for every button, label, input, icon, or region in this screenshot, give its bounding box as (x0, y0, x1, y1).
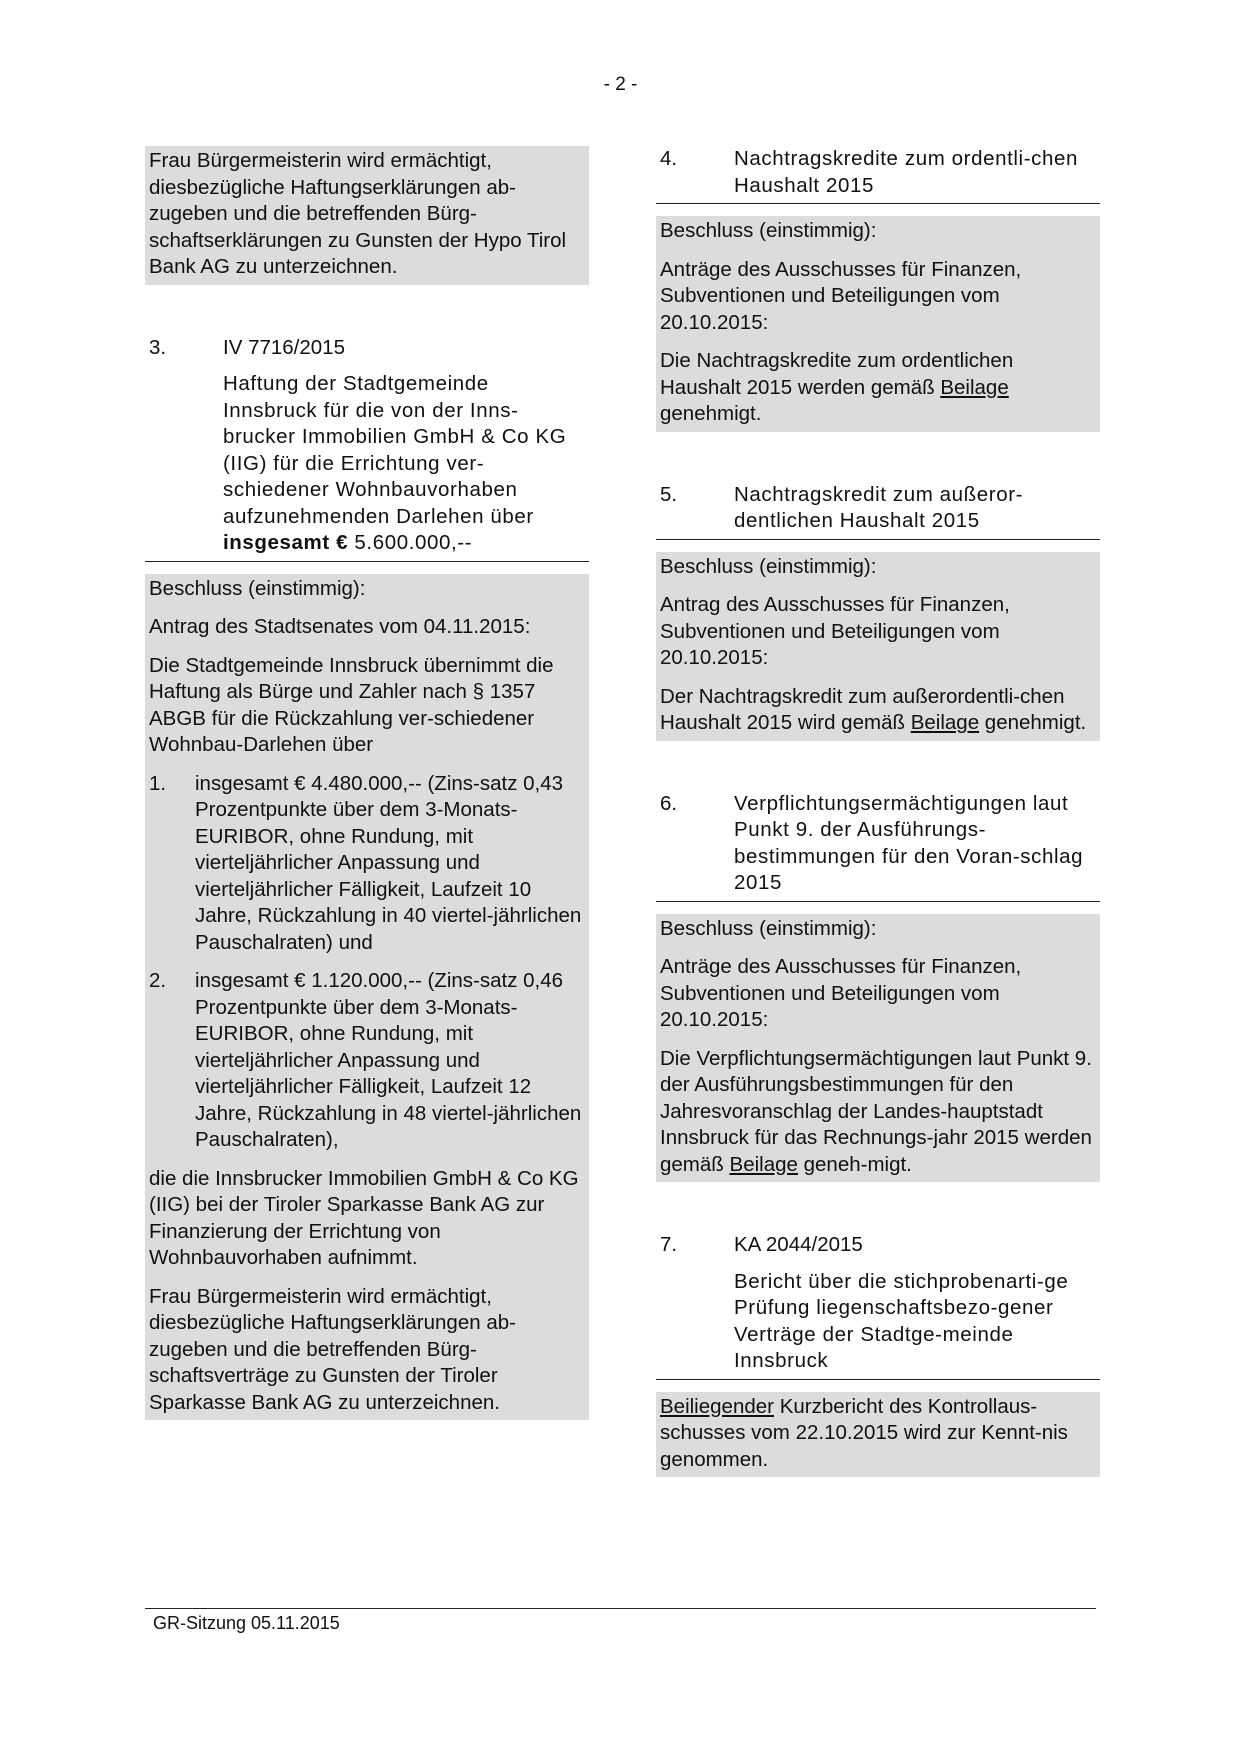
beilage-link[interactable]: Beilage (910, 711, 980, 734)
item-5-heading: 5. Nachtragskredit zum außeror-dentlichen Haushalt 2015 (656, 482, 1100, 540)
footer-text: GR-Sitzung 05.11.2015 (153, 1613, 340, 1633)
item-4-heading: 4. Nachtragskredite zum ordentli-chen Haushalt 2015 (656, 146, 1100, 204)
list-item: 1. insgesamt € 4.480.000,-- (Zins-satz 0,43 Prozentpunkte über dem 3-Monats-EURIBOR, ohne Rundung, mit vierteljährlicher Anpassung und vierteljährlicher Fälligkeit, Laufzeit 10 Jahre, Rückzahlung in 40 viertel-jährlichen Pauschalraten) und (149, 771, 582, 954)
item-3-heading (145, 335, 589, 562)
item-title: Nachtragskredite zum ordentli-chen Haushalt 2015 (734, 147, 1078, 197)
item-6-heading: 6. Verpflichtungsermächtigungen laut Punkt 9. der Ausführungs-bestimmungen für den Voran-schlag 2015 (656, 791, 1100, 902)
item-title: Verpflichtungsermächtigungen laut Punkt 9. der Ausführungs-bestimmungen für den Voran-schlag 2015 (734, 791, 1084, 894)
item-title-bold: insgesamt € (223, 531, 349, 554)
resolution-text: Die Verpflichtungsermächtigungen laut Punkt 9. der Ausführungsbestimmungen für den Jahresvoranschlag der Landes-hauptstadt Innsbruck für das Rechnungs-jahr 2015 werden gemäß Beilage geneh-migt. (660, 1046, 1092, 1176)
resolution-text: Beiliegender Kurzbericht des Kontrollaus-schusses vom 22.10.2015 wird zur Kennt-nis genommen. (660, 1394, 1068, 1471)
resolution-text: Der Nachtragskredit zum außerordentli-chen Haushalt 2015 wird gemäß Beilage genehmigt. (660, 684, 1087, 734)
item-6-resolution (656, 914, 1100, 1183)
decision-label: Beschluss (einstimmig): (149, 576, 366, 600)
left-column (145, 146, 589, 1420)
item-3-resolution (145, 574, 589, 1421)
beilage-link[interactable]: Beilage (729, 1152, 798, 1176)
motion-text: Antrag des Ausschusses für Finanzen, Subventionen und Beteiligungen vom 20.10.2015: (660, 593, 1010, 669)
motion-text: Anträge des Ausschusses für Finanzen, Subventionen und Beteiligungen vom 20.10.2015: (660, 257, 1022, 334)
decision-label: Beschluss (einstimmig): (660, 554, 877, 578)
item-title: Nachtragskredit zum außeror-dentlichen Haushalt 2015 (734, 482, 1024, 532)
item-code: IV 7716/2015 (223, 335, 345, 359)
resolution-text: Die Nachtragskredite zum ordentlichen Haushalt 2015 werden gemäß Beilage genehmigt. (660, 349, 1014, 425)
beiliegender-link[interactable]: Beiliegender (660, 1394, 774, 1418)
resolution-text-2: die die Innsbrucker Immobilien GmbH & Co KG (IIG) bei der Tiroler Sparkasse Bank AG zur Finanzierung der Errichtung von Wohnbauvorhaben aufnimmt. (149, 1166, 579, 1269)
item-title: Haftung der Stadtgemeinde Innsbruck für die von der Inns-brucker Immobilien GmbH & Co KG (IIG) für die Errichtung ver-schiedener Wohnbauvorhaben aufzunehmenden Darlehen über insgesamt € 5.600.000,-- (223, 372, 567, 554)
motion-text: Antrag des Stadtsenates vom 04.11.2015: (149, 615, 531, 638)
decision-label: Beschluss (einstimmig): (660, 219, 877, 242)
item-5-resolution (656, 552, 1100, 741)
continuation-text: Frau Bürgermeisterin wird ermächtigt, diesbezügliche Haftungserklärungen ab-zugeben und die betreffenden Bürg-schaftserklärungen zu Gunsten der Hypo Tirol Bank AG zu unterzeichnen. (149, 149, 567, 278)
decision-label: Beschluss (einstimmig): (660, 916, 877, 940)
beilage-link[interactable]: Beilage (940, 375, 1009, 399)
resolution-text: Die Stadtgemeinde Innsbruck übernimmt die Haftung als Bürge und Zahler nach § 1357 ABGB für die Rückzahlung ver-schiedener Wohnbau-Darlehen über (149, 653, 554, 756)
page-number: - 2 - (603, 74, 638, 95)
footer-divider (145, 1608, 1096, 1609)
item-7-resolution (656, 1392, 1100, 1478)
motion-text: Anträge des Ausschusses für Finanzen, Subventionen und Beteiligungen vom 20.10.2015: (660, 955, 1022, 1031)
item-7-heading: 7. KA 2044/2015 Bericht über die stichprobenarti-ge Prüfung liegenschaftsbezo-gener Verträge der Stadtge-meinde Innsbruck (656, 1232, 1100, 1380)
right-column (656, 146, 1100, 1477)
item-4-resolution (656, 216, 1100, 432)
item-code: KA 2044/2015 (734, 1233, 863, 1256)
resolution-text-3: Frau Bürgermeisterin wird ermächtigt, diesbezügliche Haftungserklärungen ab-zugeben und die betreffenden Bürg-schaftsverträge zu Gunsten der Tiroler Sparkasse Bank AG zu unterzeichnen. (149, 1284, 516, 1414)
item-number: 3. (149, 335, 167, 359)
item-title: Bericht über die stichprobenarti-ge Prüfung liegenschaftsbezo-gener Verträge der Stadtge-meinde Innsbruck (734, 1269, 1069, 1372)
list-item: 2. insgesamt € 1.120.000,-- (Zins-satz 0,46 Prozentpunkte über dem 3-Monats-EURIBOR, ohne Rundung, mit vierteljährlicher Anpassung und vierteljährlicher Fälligkeit, Laufzeit 12 Jahre, Rückzahlung in 48 viertel-jährlichen Pauschalraten), (149, 969, 582, 1151)
continuation-block (145, 146, 589, 285)
